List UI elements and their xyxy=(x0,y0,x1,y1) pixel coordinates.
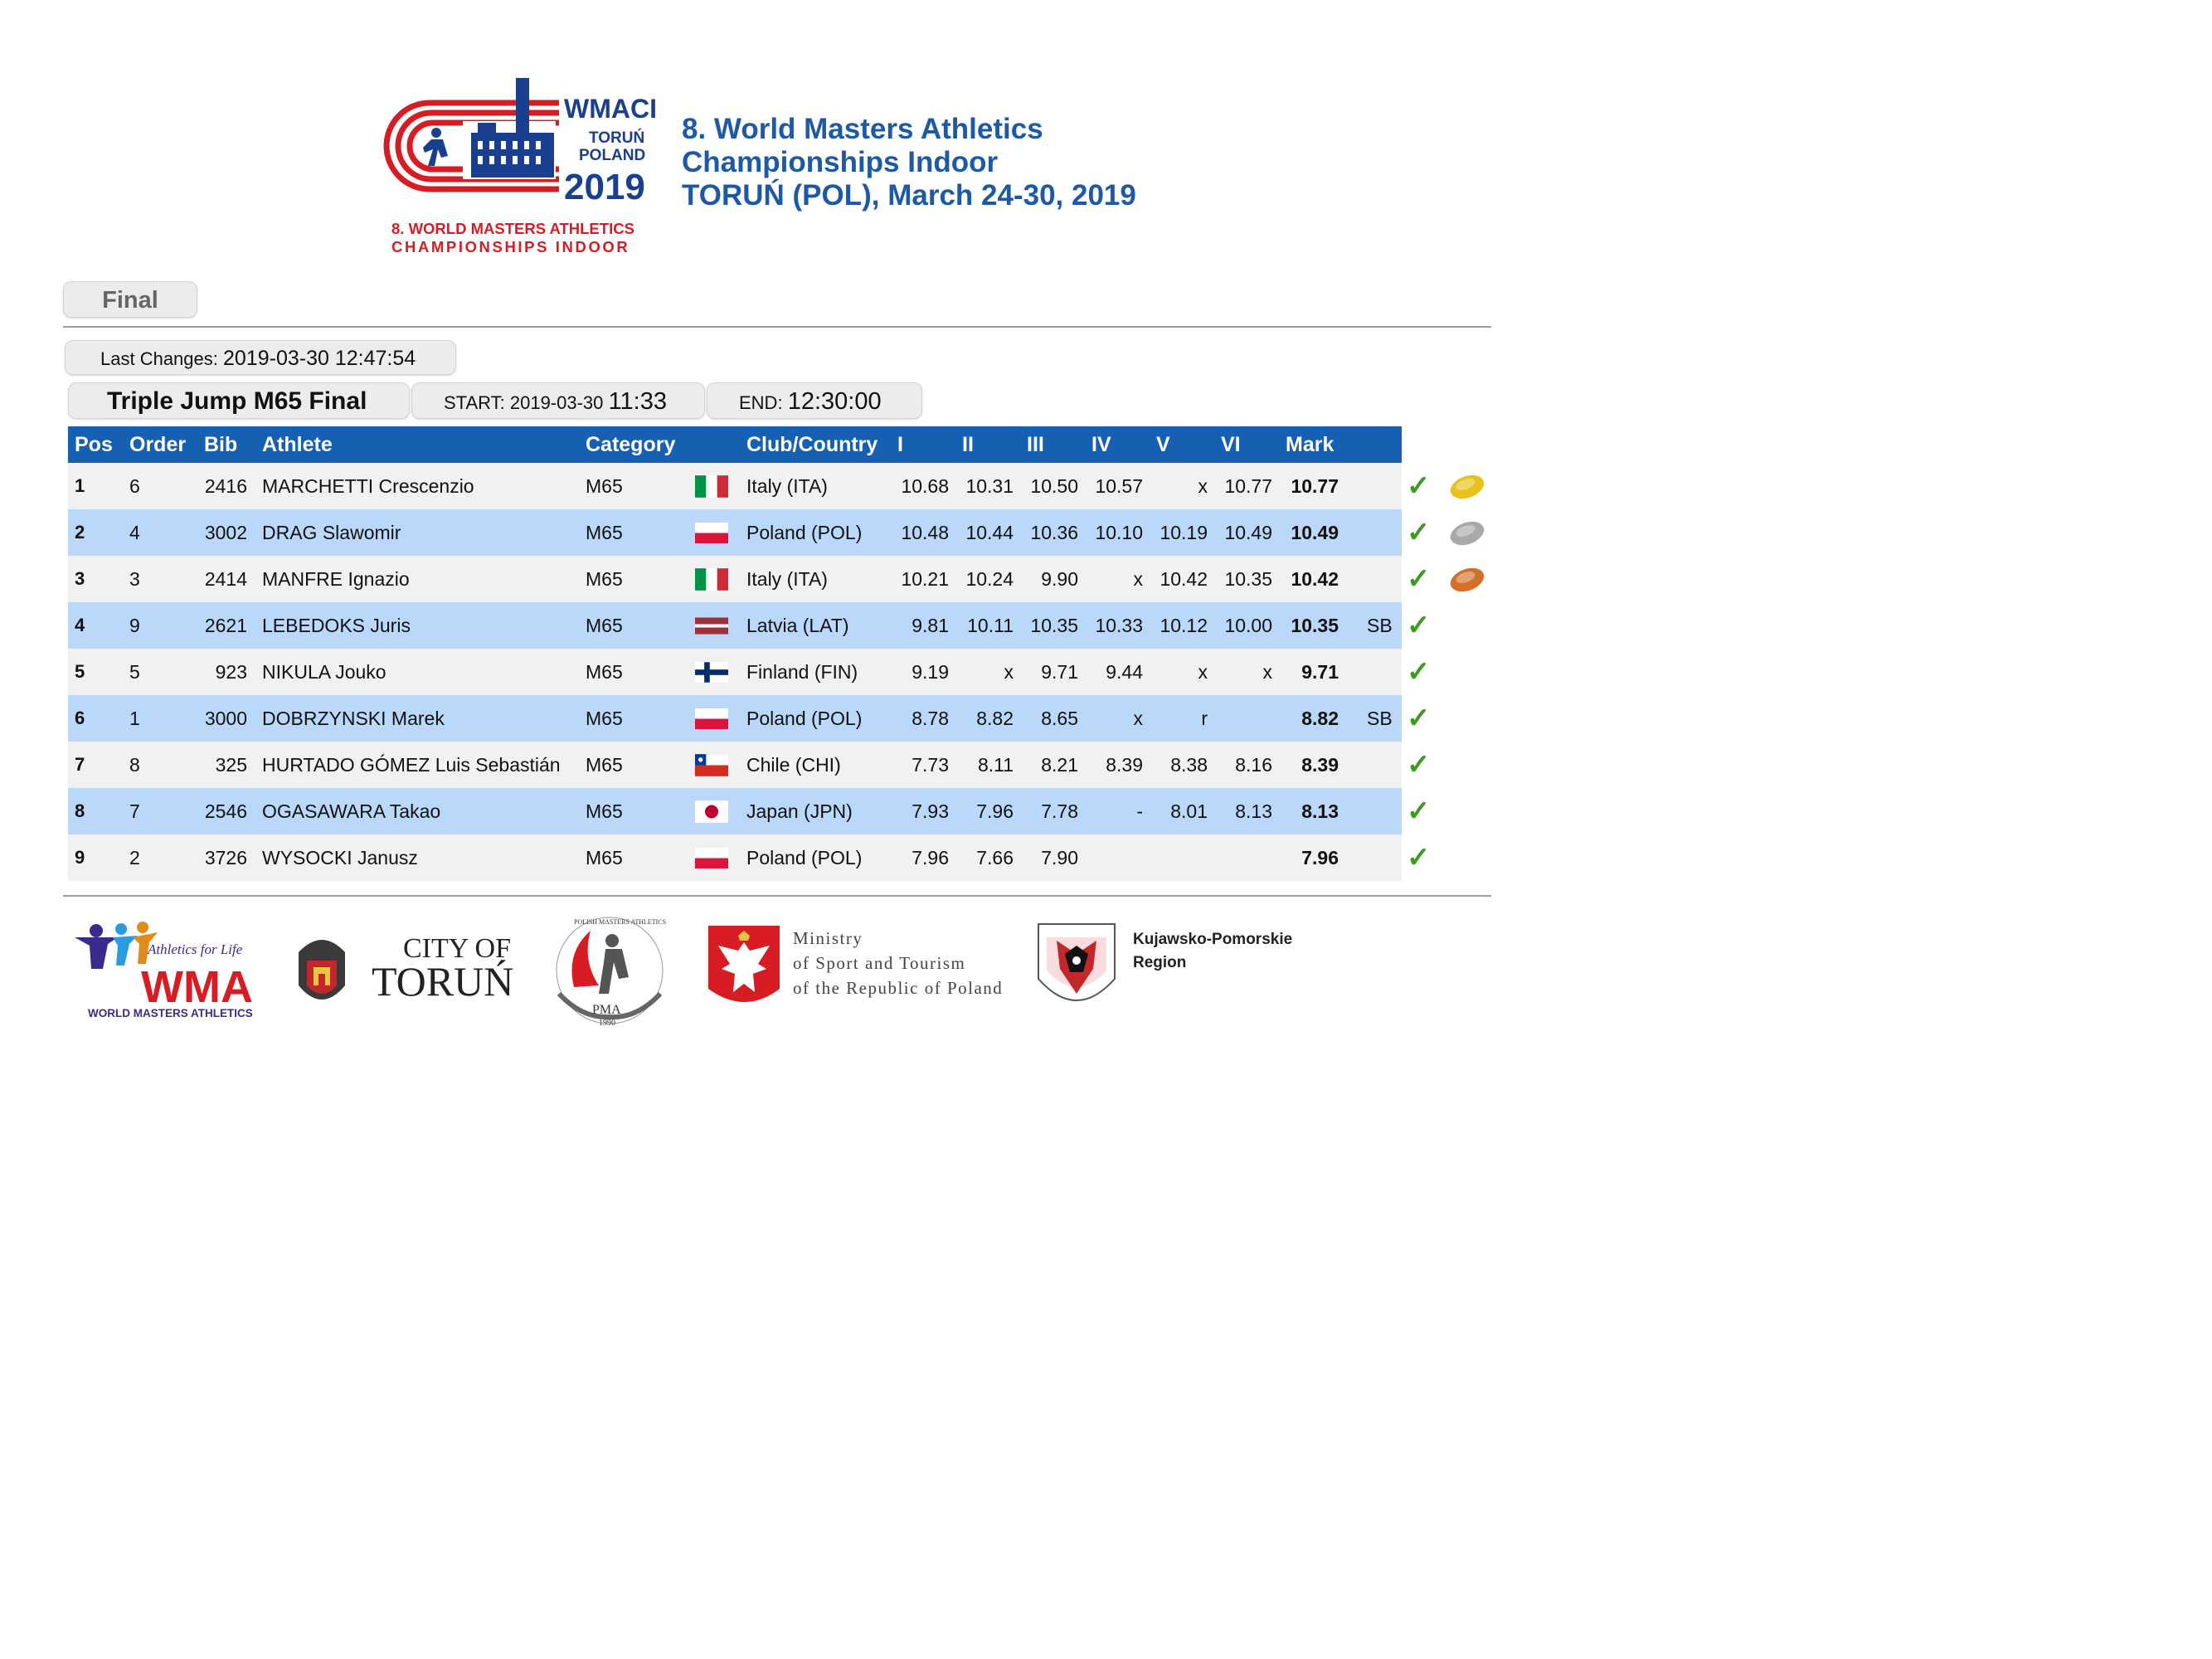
col-attempt-5: V xyxy=(1156,433,1170,456)
cell-category: M65 xyxy=(586,754,623,776)
cell-club: Italy (ITA) xyxy=(746,568,828,590)
logo-tagline-1: 8. WORLD MASTERS ATHLETICS xyxy=(391,220,634,237)
cell-attempt-1: 10.48 xyxy=(901,522,949,543)
cell-bib: 2546 xyxy=(204,800,247,822)
col-category: Category xyxy=(586,433,676,456)
cell-attempt-1: 7.93 xyxy=(912,800,949,822)
wma-name: WMA xyxy=(141,962,253,1012)
cell-attempt-2: x xyxy=(1004,661,1014,683)
cell-bib: 3002 xyxy=(204,522,247,543)
last-changes-box xyxy=(65,340,456,375)
pma-name: PMA xyxy=(592,1003,621,1017)
cell-order: 9 xyxy=(129,615,140,636)
cell-category: M65 xyxy=(586,475,623,497)
region-coat-of-arms-icon xyxy=(1038,924,1115,1000)
logo-year: 2019 xyxy=(564,167,645,207)
cell-pos: 3 xyxy=(75,568,85,589)
cell-attempt-1: 7.96 xyxy=(912,847,949,868)
cell-attempt-3: 10.36 xyxy=(1030,522,1078,543)
col-athlete: Athlete xyxy=(262,433,333,456)
title-line-1: 8. World Masters Athletics xyxy=(682,113,1043,145)
cell-attempt-2: 8.11 xyxy=(977,754,1014,776)
cell-bib: 3726 xyxy=(204,847,247,868)
flag-chi-icon xyxy=(695,754,728,776)
cell-attempt-5: r xyxy=(1201,708,1208,729)
flag-pol-icon xyxy=(695,522,728,544)
cell-bib: 2414 xyxy=(204,568,247,590)
cell-attempt-5: 10.19 xyxy=(1159,522,1208,543)
cell-club: Finland (FIN) xyxy=(746,661,858,683)
cell-attempt-6: 8.16 xyxy=(1235,754,1272,776)
cell-attempt-2: 10.31 xyxy=(965,475,1014,497)
championship-title xyxy=(682,113,1136,212)
cell-attempt-6: 10.35 xyxy=(1224,568,1272,590)
cell-attempt-4: 9.44 xyxy=(1106,661,1143,683)
wma-tagline: Athletics for Life xyxy=(148,941,243,957)
cell-attempt-3: 10.50 xyxy=(1030,475,1078,497)
cell-club: Italy (ITA) xyxy=(746,475,828,497)
cell-attempt-3: 7.78 xyxy=(1041,800,1078,822)
flag-lat-icon xyxy=(695,615,728,637)
cell-bib: 3000 xyxy=(204,708,247,729)
cell-attempt-6: 10.49 xyxy=(1224,522,1272,543)
cell-category: M65 xyxy=(586,708,623,729)
cell-order: 5 xyxy=(129,661,140,683)
pma-arc-text: POLISH MASTERS ATHLETICS xyxy=(574,918,667,926)
cell-club: Chile (CHI) xyxy=(746,754,841,776)
cell-attempt-5: x xyxy=(1198,475,1208,497)
cell-order: 8 xyxy=(129,754,140,776)
end-label: END: xyxy=(739,392,783,413)
ministry-line-1: Ministry xyxy=(793,928,863,948)
cell-category: M65 xyxy=(586,615,623,636)
cell-order: 6 xyxy=(129,475,140,497)
cell-mark: 8.39 xyxy=(1301,754,1339,776)
athlete-silhouette xyxy=(423,128,448,166)
wma-full-name: WORLD MASTERS ATHLETICS xyxy=(88,1007,253,1019)
check-icon: ✓ xyxy=(1407,656,1431,688)
cell-attempt-2: 7.96 xyxy=(976,800,1014,822)
table-body xyxy=(68,463,1431,881)
table-row xyxy=(68,834,1431,881)
col-attempt-6: VI xyxy=(1221,433,1241,456)
cell-attempt-4: 8.39 xyxy=(1106,754,1143,776)
cell-club: Latvia (LAT) xyxy=(746,615,849,636)
cell-attempt-2: 10.11 xyxy=(967,615,1014,636)
cell-bib: 325 xyxy=(215,754,247,776)
bronze-medal-icon xyxy=(1448,566,1486,592)
flag-ita-icon xyxy=(695,475,728,498)
cell-mark: 10.77 xyxy=(1291,475,1339,497)
title-line-2: Championships Indoor xyxy=(682,146,999,178)
cell-attempt-3: 9.90 xyxy=(1041,568,1078,590)
cell-attempt-5: 8.38 xyxy=(1170,754,1208,776)
cell-order: 2 xyxy=(129,847,140,868)
cell-mark: 10.35 xyxy=(1291,615,1339,636)
torun-coat-of-arms-icon xyxy=(299,940,345,1000)
divider-bottom xyxy=(63,895,1491,897)
cell-attempt-5: x xyxy=(1198,661,1208,683)
last-changes-value: 2019-03-30 12:47:54 xyxy=(223,347,416,370)
cell-pos: 7 xyxy=(75,754,85,775)
col-club: Club/Country xyxy=(746,433,878,456)
end-time-box xyxy=(707,382,922,419)
cell-attempt-3: 8.21 xyxy=(1041,754,1078,776)
polish-eagle-icon xyxy=(708,926,780,1002)
check-icon: ✓ xyxy=(1407,610,1431,641)
region-line-2: Region xyxy=(1133,954,1187,971)
cell-pos: 5 xyxy=(75,661,85,682)
results-table xyxy=(68,426,1431,881)
cell-pos: 4 xyxy=(75,615,85,635)
check-icon: ✓ xyxy=(1407,842,1431,873)
cell-athlete: MANFRE Ignazio xyxy=(262,568,410,590)
logo-country: POLAND xyxy=(579,147,646,164)
end-value: 12:30:00 xyxy=(787,388,882,415)
cell-club: Poland (POL) xyxy=(746,847,863,868)
cell-attempt-5: 8.01 xyxy=(1170,800,1208,822)
cell-attempt-4: 10.57 xyxy=(1095,475,1143,497)
cell-attempt-4: x xyxy=(1133,568,1143,590)
cell-attempt-4: x xyxy=(1133,708,1143,729)
torun-line-2: TORUŃ xyxy=(372,958,514,1005)
cell-athlete: DRAG Slawomir xyxy=(262,522,401,543)
wmaci-logo xyxy=(372,73,667,259)
table-row xyxy=(68,788,1431,834)
cell-attempt-6: 8.13 xyxy=(1235,800,1272,822)
region-line-1: Kujawsko-Pomorskie xyxy=(1133,931,1293,948)
cell-attempt-1: 7.73 xyxy=(912,754,949,776)
table-row xyxy=(68,556,1431,602)
cell-pos: 1 xyxy=(75,475,85,496)
gold-medal-icon xyxy=(1448,473,1486,499)
silver-medal-icon xyxy=(1448,519,1486,546)
ministry-line-3: of the Republic of Poland xyxy=(793,978,1004,998)
pma-year: 1990 xyxy=(599,1019,615,1028)
cell-order: 4 xyxy=(129,522,140,543)
col-attempt-1: I xyxy=(897,433,903,456)
cell-attempt-4: - xyxy=(1136,800,1143,822)
ministry-logo xyxy=(707,922,1022,1015)
pma-flame-icon xyxy=(572,931,600,987)
cell-attempt-3: 8.65 xyxy=(1041,708,1078,729)
flag-ita-icon xyxy=(695,568,728,591)
pma-logo xyxy=(549,911,670,1029)
cell-club: Poland (POL) xyxy=(746,522,863,543)
cell-athlete: HURTADO GÓMEZ Luis Sebastián xyxy=(262,754,561,776)
cell-attempt-3: 7.90 xyxy=(1041,847,1078,868)
col-attempt-4: IV xyxy=(1091,433,1111,456)
cell-mark: 8.13 xyxy=(1301,800,1339,822)
wma-figures-icon xyxy=(75,924,118,969)
col-order: Order xyxy=(129,433,187,456)
pma-athlete-icon xyxy=(599,934,629,994)
check-icon: ✓ xyxy=(1407,795,1431,827)
cell-attempt-6: 10.77 xyxy=(1224,475,1272,497)
cell-mark: 9.71 xyxy=(1301,661,1339,683)
cell-pos: 2 xyxy=(75,522,85,542)
table-row xyxy=(68,649,1431,695)
table-row xyxy=(68,695,1431,742)
cell-attempt-3: 9.71 xyxy=(1041,661,1078,683)
cell-attempt-5: 10.12 xyxy=(1159,615,1208,636)
cell-athlete: LEBEDOKS Juris xyxy=(262,615,411,636)
table-row xyxy=(68,602,1431,649)
cell-club: Japan (JPN) xyxy=(746,800,853,822)
cell-order: 3 xyxy=(129,568,140,590)
cell-attempt-1: 8.78 xyxy=(912,708,949,729)
wma-logo xyxy=(66,919,259,1025)
cell-category: M65 xyxy=(586,661,623,683)
cell-pos: 9 xyxy=(75,847,85,868)
divider-top xyxy=(63,326,1491,328)
cell-athlete: DOBRZYNSKI Marek xyxy=(262,708,445,729)
cell-note: SB xyxy=(1367,708,1393,729)
cell-club: Poland (POL) xyxy=(746,708,863,729)
cell-category: M65 xyxy=(586,800,623,822)
cell-pos: 6 xyxy=(75,708,85,728)
logo-city: TORUŃ xyxy=(589,129,645,147)
cell-attempt-5: 10.42 xyxy=(1159,568,1208,590)
cell-order: 1 xyxy=(129,708,140,729)
col-mark: Mark xyxy=(1286,433,1334,456)
check-icon: ✓ xyxy=(1407,517,1431,548)
cell-attempt-6: x xyxy=(1262,661,1272,683)
cell-attempt-4: 10.10 xyxy=(1095,522,1143,543)
cell-bib: 2416 xyxy=(204,475,247,497)
torun-line-1: CITY OF xyxy=(403,933,512,964)
cell-attempt-1: 9.19 xyxy=(912,661,949,683)
col-bib: Bib xyxy=(204,433,238,456)
event-name: Triple Jump M65 Final xyxy=(68,382,410,419)
table-row xyxy=(68,463,1431,509)
start-value: 11:33 xyxy=(608,388,667,415)
cell-athlete: OGASAWARA Takao xyxy=(262,800,441,822)
col-pos: Pos xyxy=(75,433,113,456)
cell-attempt-2: 10.44 xyxy=(965,522,1014,543)
flag-pol-icon xyxy=(695,847,728,869)
flag-jpn-icon xyxy=(695,800,728,823)
cell-category: M65 xyxy=(586,568,623,590)
cell-mark: 8.82 xyxy=(1301,708,1339,729)
logo-tagline-2: CHAMPIONSHIPS INDOOR xyxy=(391,238,630,255)
flag-fin-icon xyxy=(695,661,728,684)
cell-mark: 10.42 xyxy=(1291,568,1339,590)
check-icon: ✓ xyxy=(1407,703,1431,734)
cell-bib: 923 xyxy=(215,661,247,683)
cell-athlete: NIKULA Jouko xyxy=(262,661,386,683)
cell-mark: 10.49 xyxy=(1291,522,1339,543)
cell-attempt-1: 10.68 xyxy=(901,475,949,497)
col-attempt-2: II xyxy=(962,433,974,456)
title-line-3: TORUŃ (POL), March 24-30, 2019 xyxy=(682,179,1136,212)
check-icon: ✓ xyxy=(1407,749,1431,781)
cell-attempt-1: 10.21 xyxy=(901,568,949,590)
cell-attempt-3: 10.35 xyxy=(1030,615,1078,636)
last-changes-label: Last Changes: xyxy=(100,348,218,369)
cell-mark: 7.96 xyxy=(1301,847,1339,868)
cell-order: 7 xyxy=(129,800,140,822)
ministry-line-2: of Sport and Tourism xyxy=(793,953,966,973)
cell-attempt-4: 10.33 xyxy=(1095,615,1143,636)
cell-category: M65 xyxy=(586,847,623,868)
flag-pol-icon xyxy=(695,708,728,730)
table-row xyxy=(68,509,1431,556)
tab-final[interactable]: Final xyxy=(63,281,197,318)
kujawsko-pomorskie-logo xyxy=(1035,921,1317,1020)
logo-brand: WMACI xyxy=(564,94,657,124)
cell-category: M65 xyxy=(586,522,623,543)
cell-attempt-2: 8.82 xyxy=(976,708,1014,729)
table-header xyxy=(68,426,1402,463)
cell-attempt-6: 10.00 xyxy=(1224,615,1272,636)
cell-athlete: WYSOCKI Janusz xyxy=(262,847,418,868)
col-attempt-3: III xyxy=(1027,433,1044,456)
city-of-torun-logo xyxy=(292,927,527,1015)
cell-attempt-1: 9.81 xyxy=(912,615,949,636)
start-time-box xyxy=(411,382,705,419)
cell-attempt-2: 10.24 xyxy=(965,568,1014,590)
start-label: START: 2019-03-30 xyxy=(444,392,604,413)
check-icon: ✓ xyxy=(1407,470,1431,502)
cell-note: SB xyxy=(1367,615,1393,636)
table-row xyxy=(68,742,1431,788)
cell-bib: 2621 xyxy=(204,615,247,636)
cell-pos: 8 xyxy=(75,800,85,821)
cell-attempt-2: 7.66 xyxy=(976,847,1014,868)
cell-athlete: MARCHETTI Crescenzio xyxy=(262,475,474,497)
check-icon: ✓ xyxy=(1407,563,1431,595)
